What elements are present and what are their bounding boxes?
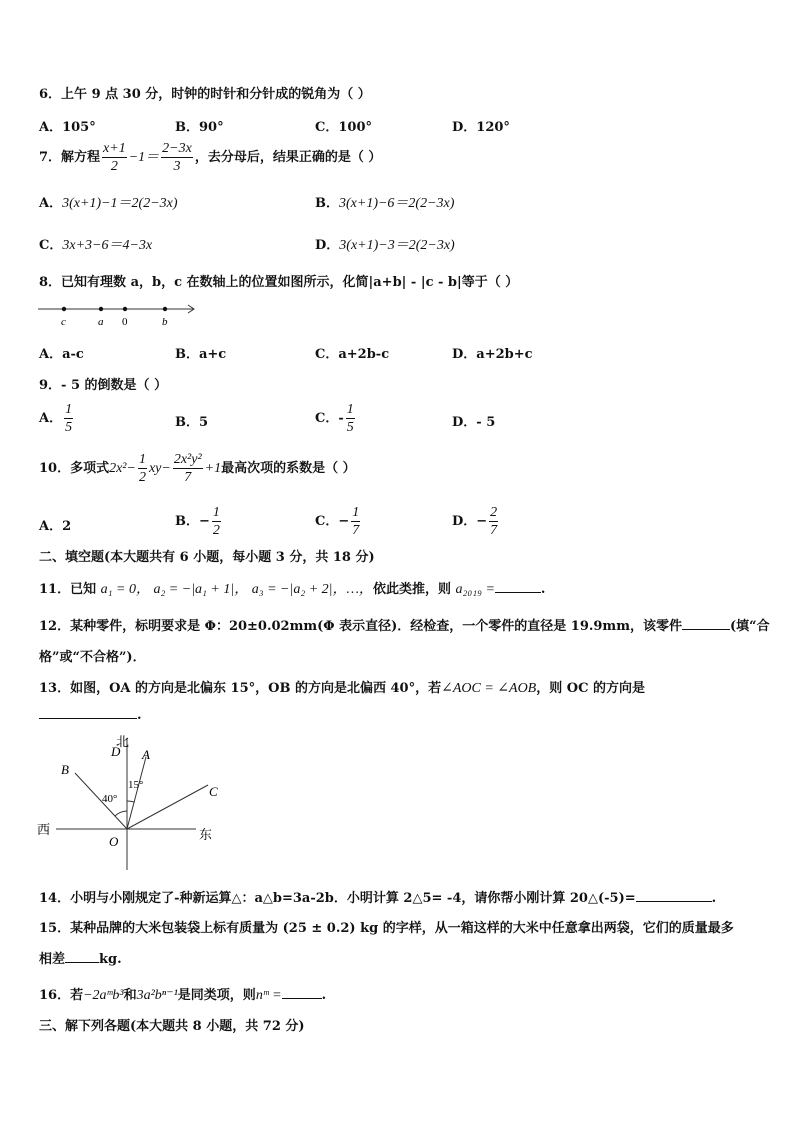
arc-40: [115, 811, 127, 816]
ray-oc: [127, 785, 208, 829]
q9-option-b: B．5: [175, 415, 209, 430]
q8-stem: 8．已知有理数 a，b，c 在数轴上的位置如图所示，化简|a+b| - |c - b|等于（ ）: [39, 275, 519, 290]
q8-option-b: B．a+c: [175, 347, 227, 362]
q6-stem: 6．上午 9 点 30 分，时钟的时针和分针成的锐角为（ ）: [39, 87, 371, 102]
arc-15: [127, 801, 134, 802]
point-zero: [123, 307, 127, 311]
q7-option-c: C．3x+3−6＝4−3x: [39, 238, 153, 253]
label-o: O: [109, 834, 119, 849]
q9-option-a: A． $\frac{1}{5}$: [39, 402, 73, 435]
q8-number-line: [36, 300, 206, 330]
q16-stem: 16．若−2aᵐb³和3a²bⁿ⁻¹是同类项，则nᵐ = .: [39, 988, 327, 1003]
q8-option-d: D．a+2b+c: [452, 347, 533, 362]
q13-stem: 13．如图，OA 的方向是北偏东 15°，OB 的方向是北偏西 40°，若∠AOC = ∠AOB，则 OC 的方向是: [39, 681, 645, 696]
q7-option-b: B．3(x+1)−6＝2(2−3x): [315, 196, 455, 211]
q11-answer-blank[interactable]: [495, 580, 541, 593]
q6-option-a: A．105°: [39, 120, 96, 135]
q7-fraction-left: $\frac{x+1}{2}$: [103, 141, 126, 174]
q9-option-d: D．- 5: [452, 415, 496, 430]
label-b: b: [162, 316, 168, 328]
q12-line1: 12．某种零件，标明要求是 Φ：20±0.02mm(Φ 表示直径)．经检查，一个零件的直径是 19.9mm，该零件 (填“合: [39, 619, 770, 634]
q15-answer-blank[interactable]: [65, 950, 99, 963]
q11-stem: 11．已知 a₁ = 0， a₂ = −|a₁ + 1|， a₃ = −|a₂ + 2|，…，依此类推，则 a₂₀₁₉ = .: [39, 582, 546, 597]
label-a: A: [142, 747, 150, 762]
label-angle-15: 15°: [128, 779, 144, 791]
label-north: 北: [116, 734, 130, 749]
q13-answer-blank[interactable]: [39, 706, 137, 719]
label-east: 东: [199, 827, 213, 842]
label-zero: 0: [122, 316, 128, 328]
q7-option-a: A．3(x+1)−1＝2(2−3x): [39, 196, 178, 211]
q13-direction-figure: [36, 730, 226, 872]
q7-option-d: D．3(x+1)−3＝2(2−3x): [315, 238, 455, 253]
label-a: a: [98, 316, 104, 328]
q6-option-c: C．100°: [315, 120, 372, 135]
q15-line2: 相差 kg.: [39, 952, 122, 967]
q8-option-a: A．a-c: [39, 347, 84, 362]
q16-answer-blank[interactable]: [282, 986, 322, 999]
q14-answer-blank[interactable]: [636, 889, 712, 902]
section-solve-heading: 三、解下列各题(本大题共 8 小题，共 72 分): [39, 1019, 305, 1034]
q9-option-c: C．- $\frac{1}{5}$: [315, 402, 354, 435]
q10-option-d: D．− $\frac{2}{7}$: [452, 505, 498, 538]
label-c: C: [209, 784, 218, 799]
q12-answer-blank[interactable]: [682, 617, 730, 630]
q7-stem: 7．解方程 $\frac{x+1}{2}$ −1＝ $\frac{2-3x}{3}$ ，去分母后，结果正确的是（ ）: [39, 141, 382, 174]
q6-option-d: D．120°: [452, 120, 510, 135]
label-c: c: [61, 316, 66, 328]
q9-stem: 9．- 5 的倒数是（ ）: [39, 378, 168, 393]
q10-stem: 10．多项式2x²− $\frac{1}{2}$ xy− $\frac{\text{2x²y²}}{7}$ +1最高次项的系数是（ ）: [39, 452, 356, 485]
q13-answer-line: .: [39, 706, 142, 723]
q15-line1: 15．某种品牌的大米包装袋上标有质量为 (25 ± 0.2) kg 的字样，从一箱这样的大米中任意拿出两袋，它们的质量最多: [39, 921, 734, 936]
q6-option-b: B．90°: [175, 120, 224, 135]
section-fill-in-heading: 二、填空题(本大题共有 6 小题，每小题 3 分，共 18 分): [39, 550, 375, 565]
q8-option-c: C．a+2b-c: [315, 347, 390, 362]
label-angle-40: 40°: [102, 793, 118, 805]
q10-option-c: C．− $\frac{1}{7}$: [315, 505, 360, 538]
label-west: 西: [37, 822, 51, 837]
label-b: B: [61, 762, 69, 777]
ray-ob: [75, 773, 127, 829]
q10-option-a: A．2: [39, 519, 72, 534]
q14-stem: 14．小明与小刚规定了-种新运算△：a△b=3a-2b．小明计算 2△5= -4，请你帮小刚计算 20△(-5)= .: [39, 891, 717, 906]
point-c: [62, 307, 66, 311]
q10-option-b: B．− $\frac{1}{2}$: [175, 505, 220, 538]
q12-line2: 格”或“不合格”)．: [39, 650, 146, 665]
point-a: [99, 307, 103, 311]
label-d: D: [111, 744, 121, 759]
point-b: [163, 307, 167, 311]
q7-fraction-right: $\frac{2-3x}{3}$: [162, 141, 192, 174]
ray-oa: [127, 757, 146, 829]
